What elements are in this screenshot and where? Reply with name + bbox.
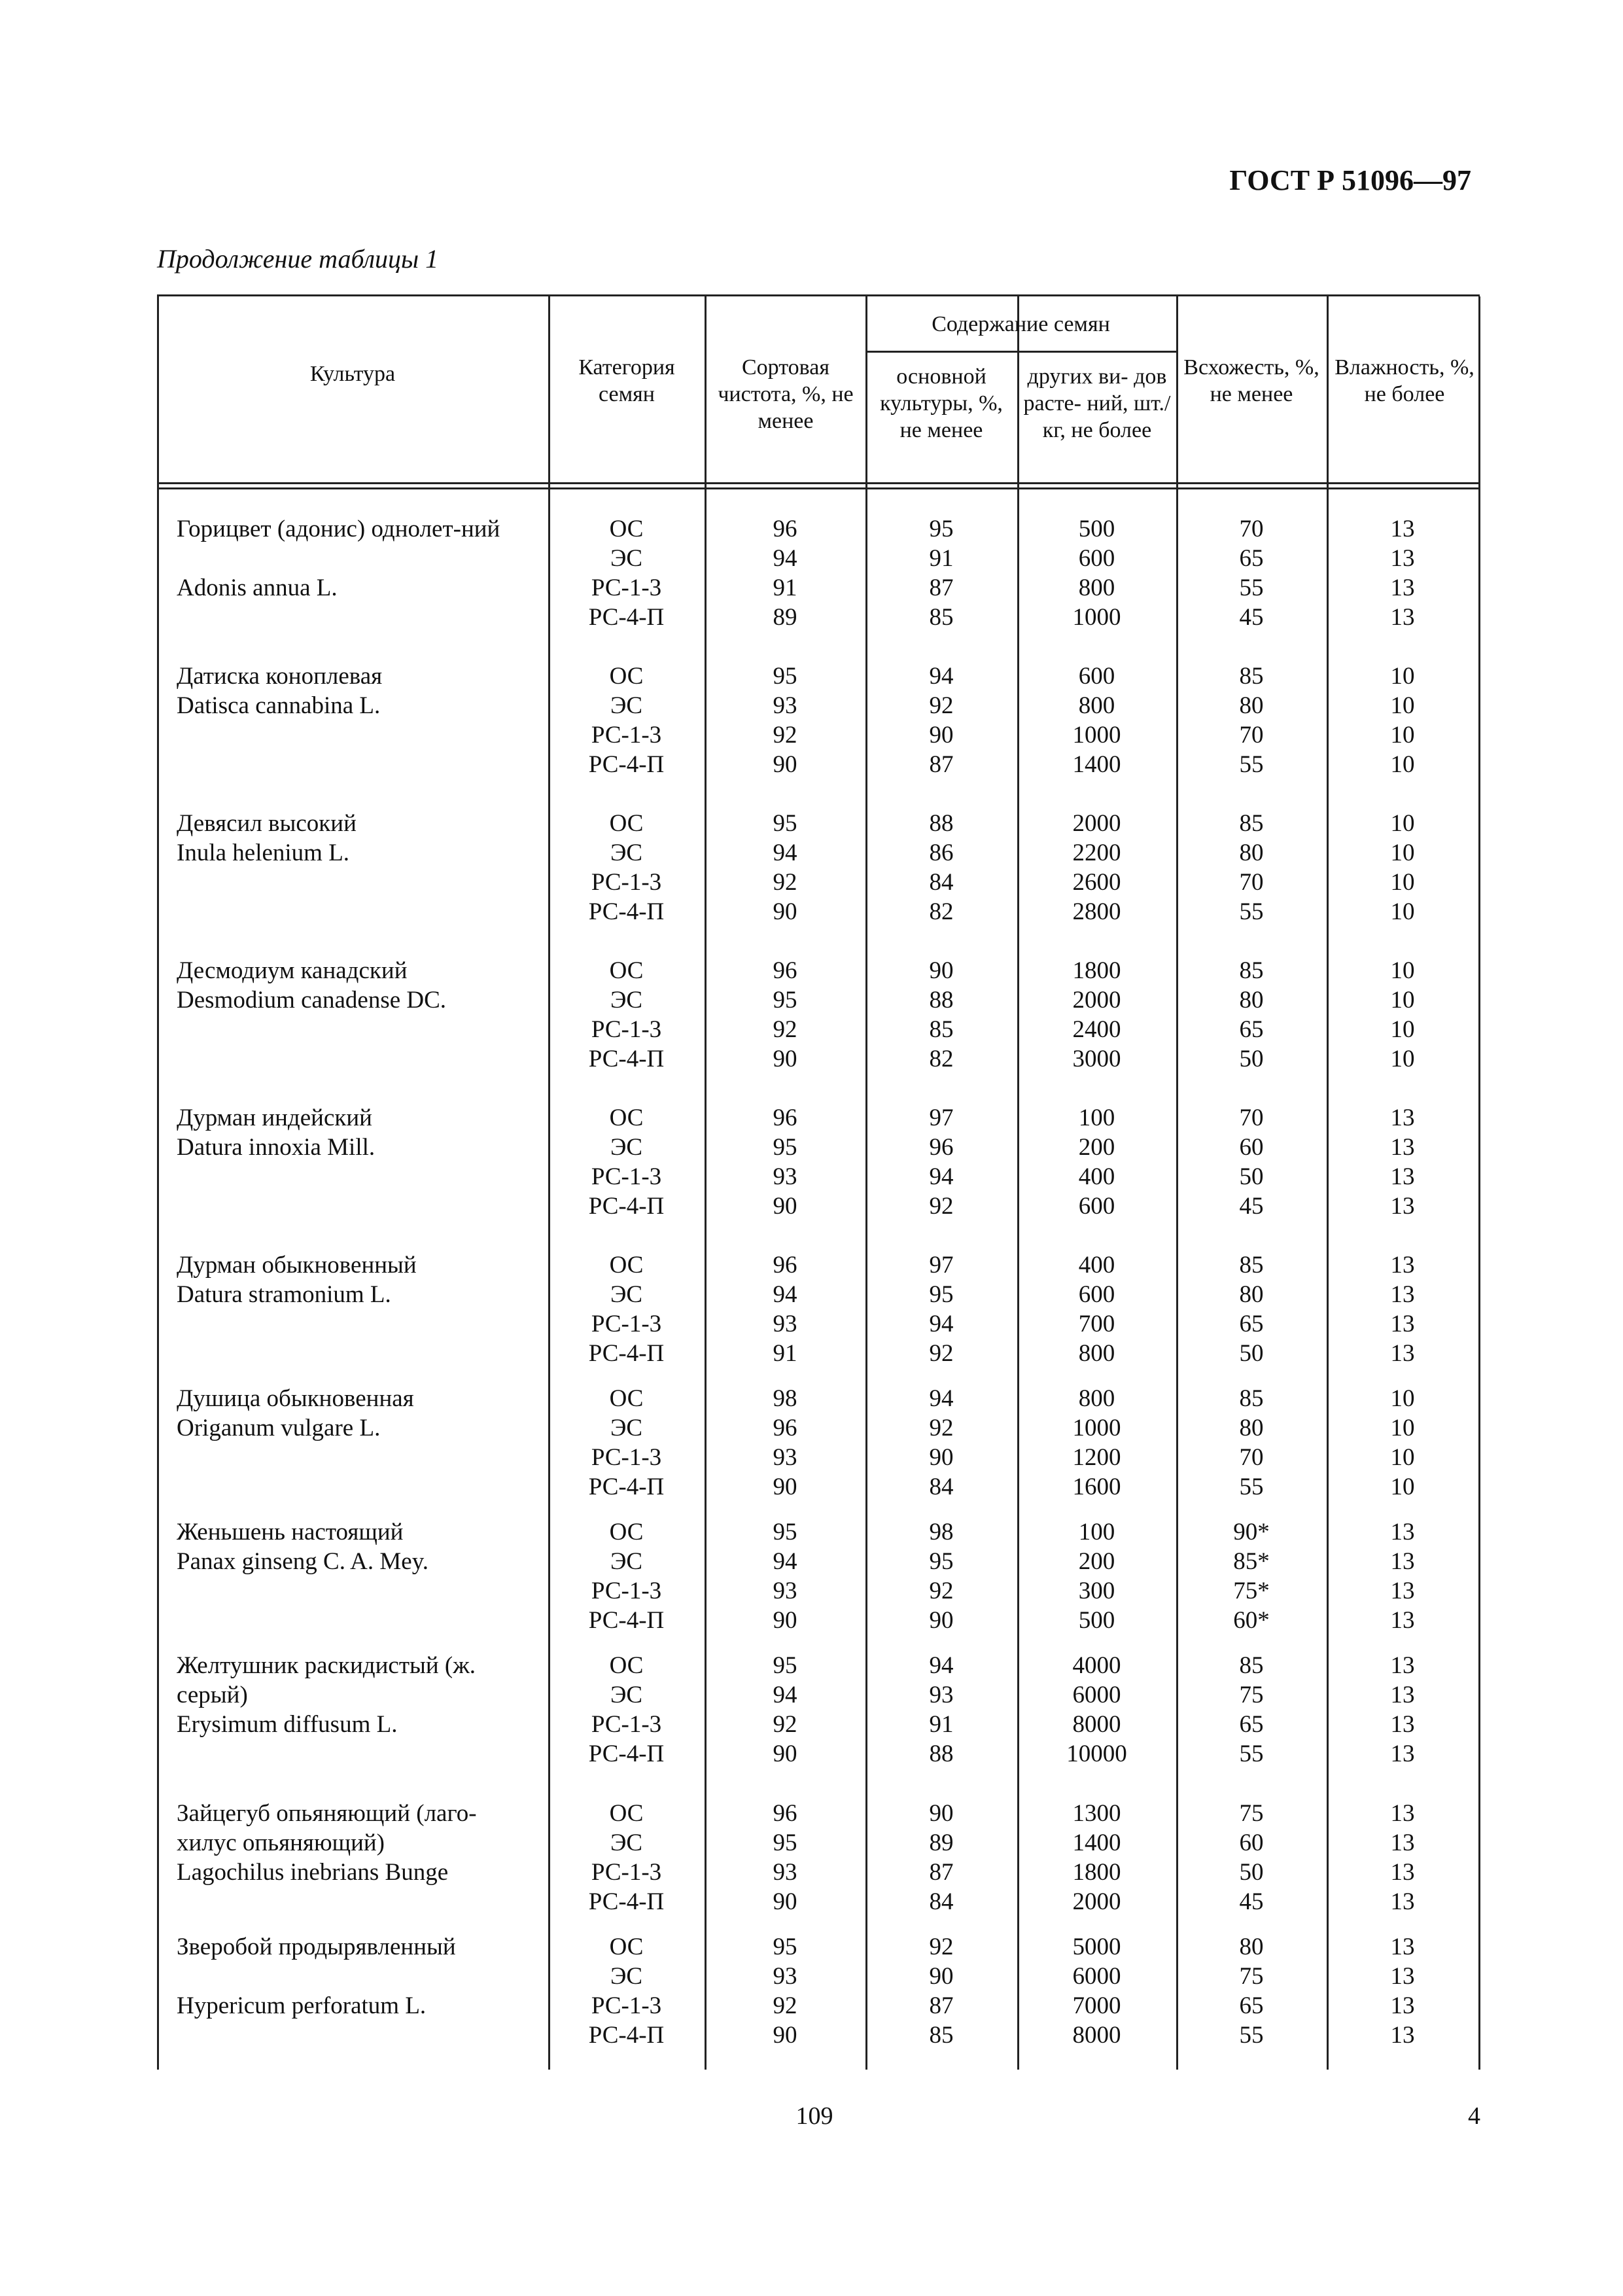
moisture-cell: 13 <box>1390 1829 1415 1856</box>
germination-cell: 85* <box>1233 1548 1270 1575</box>
purity-cell: 90 <box>773 1740 797 1767</box>
moisture-cell: 13 <box>1390 1888 1415 1915</box>
other-species-cell: 2200 <box>1072 839 1121 866</box>
category-cell: РС-4-П <box>588 898 665 925</box>
category-cell: РС-4-П <box>588 1340 665 1367</box>
purity-cell: 91 <box>773 1340 797 1367</box>
category-cell: ЭС <box>610 692 643 719</box>
category-cell: РС-4-П <box>588 1607 665 1634</box>
germination-cell: 65 <box>1239 1016 1264 1043</box>
culture-name: Женьшень настоящий <box>177 1519 404 1545</box>
germination-cell: 80 <box>1239 1934 1264 1960</box>
purity-cell: 96 <box>773 1800 797 1827</box>
other-species-cell: 3000 <box>1072 1046 1121 1072</box>
germination-cell: 55 <box>1239 574 1264 601</box>
category-cell: РС-4-П <box>588 1888 665 1915</box>
other-species-cell: 600 <box>1078 1281 1115 1308</box>
category-cell: РС-4-П <box>588 1046 665 1072</box>
moisture-cell: 13 <box>1390 1311 1415 1337</box>
germination-cell: 55 <box>1239 1474 1264 1500</box>
category-cell: РС-4-П <box>588 751 665 778</box>
main-crop-cell: 90 <box>929 1607 954 1634</box>
purity-cell: 96 <box>773 1415 797 1441</box>
culture-latin-name: Datura stramonium L. <box>177 1281 391 1308</box>
germination-cell: 45 <box>1239 1193 1264 1220</box>
main-crop-cell: 90 <box>929 1444 954 1471</box>
main-crop-cell: 92 <box>929 1934 954 1960</box>
germination-cell: 60 <box>1239 1134 1264 1161</box>
moisture-cell: 10 <box>1390 751 1415 778</box>
culture-latin-name: Adonis annua L. <box>177 574 338 601</box>
purity-cell: 94 <box>773 839 797 866</box>
category-cell: РС-1-3 <box>591 869 662 896</box>
main-crop-cell: 94 <box>929 1163 954 1190</box>
purity-cell: 96 <box>773 1104 797 1131</box>
main-crop-cell: 82 <box>929 898 954 925</box>
main-crop-cell: 92 <box>929 1340 954 1367</box>
category-cell: ЭС <box>610 987 643 1014</box>
moisture-cell: 13 <box>1390 1711 1415 1738</box>
category-cell: РС-1-3 <box>591 1311 662 1337</box>
main-crop-cell: 85 <box>929 604 954 631</box>
germination-cell: 75* <box>1233 1578 1270 1604</box>
germination-cell: 65 <box>1239 1711 1264 1738</box>
main-crop-cell: 92 <box>929 692 954 719</box>
other-species-cell: 8000 <box>1072 2022 1121 2049</box>
category-cell: РС-1-3 <box>591 1859 662 1886</box>
col-header-germination: Всхожесть, %, не менее <box>1183 355 1319 406</box>
main-crop-cell: 88 <box>929 987 954 1014</box>
moisture-cell: 10 <box>1390 1016 1415 1043</box>
moisture-cell: 10 <box>1390 692 1415 719</box>
germination-cell: 50 <box>1239 1859 1264 1886</box>
germination-cell: 70 <box>1239 516 1264 542</box>
main-crop-cell: 88 <box>929 1740 954 1767</box>
moisture-cell: 13 <box>1390 1740 1415 1767</box>
moisture-cell: 10 <box>1390 957 1415 984</box>
purity-cell: 91 <box>773 574 797 601</box>
other-species-cell: 6000 <box>1072 1682 1121 1708</box>
category-cell: ЭС <box>610 1415 643 1441</box>
category-cell: РС-1-3 <box>591 1711 662 1738</box>
culture-name: Дурман индейский <box>177 1104 372 1131</box>
main-crop-cell: 84 <box>929 1888 954 1915</box>
purity-cell: 96 <box>773 957 797 984</box>
other-species-cell: 10000 <box>1066 1740 1127 1767</box>
main-crop-cell: 93 <box>929 1682 954 1708</box>
page-number: 109 <box>795 2102 833 2130</box>
other-species-cell: 6000 <box>1072 1963 1121 1990</box>
purity-cell: 95 <box>773 810 797 837</box>
category-cell: РС-1-3 <box>591 1444 662 1471</box>
purity-cell: 94 <box>773 1281 797 1308</box>
other-species-cell: 800 <box>1078 574 1115 601</box>
moisture-cell: 10 <box>1390 1046 1415 1072</box>
category-cell: РС-1-3 <box>591 1163 662 1190</box>
moisture-cell: 13 <box>1390 1992 1415 2019</box>
main-crop-cell: 84 <box>929 1474 954 1500</box>
main-crop-cell: 90 <box>929 722 954 749</box>
category-cell: ОС <box>609 1652 644 1679</box>
purity-cell: 93 <box>773 1444 797 1471</box>
purity-cell: 93 <box>773 1311 797 1337</box>
other-species-cell: 7000 <box>1072 1992 1121 2019</box>
moisture-cell: 13 <box>1390 1281 1415 1308</box>
culture-name: Десмодиум канадский <box>177 957 408 984</box>
moisture-cell: 10 <box>1390 1415 1415 1441</box>
main-crop-cell: 90 <box>929 1800 954 1827</box>
culture-name: Душица обыкновенная <box>177 1385 414 1412</box>
purity-cell: 92 <box>773 1992 797 2019</box>
main-crop-cell: 94 <box>929 1385 954 1412</box>
moisture-cell: 13 <box>1390 1252 1415 1279</box>
main-crop-cell: 91 <box>929 545 954 572</box>
germination-cell: 55 <box>1239 2022 1264 2049</box>
germination-cell: 50 <box>1239 1046 1264 1072</box>
purity-cell: 95 <box>773 1134 797 1161</box>
category-cell: РС-1-3 <box>591 574 662 601</box>
category-cell: ОС <box>609 1800 644 1827</box>
other-species-cell: 2800 <box>1072 898 1121 925</box>
culture-latin-name: Panax ginseng C. A. Mey. <box>177 1548 429 1575</box>
germination-cell: 80 <box>1239 987 1264 1014</box>
moisture-cell: 13 <box>1390 1548 1415 1575</box>
purity-cell: 92 <box>773 722 797 749</box>
category-cell: ЭС <box>610 1963 643 1990</box>
moisture-cell: 13 <box>1390 1859 1415 1886</box>
purity-cell: 92 <box>773 1711 797 1738</box>
category-cell: ОС <box>609 1385 644 1412</box>
germination-cell: 75 <box>1239 1682 1264 1708</box>
culture-name: Горицвет (адонис) однолет-ний <box>177 516 500 542</box>
category-cell: РС-4-П <box>588 604 665 631</box>
moisture-cell: 13 <box>1390 1340 1415 1367</box>
purity-cell: 93 <box>773 1859 797 1886</box>
main-crop-cell: 92 <box>929 1193 954 1220</box>
col-header-content-group: Содержание семян <box>932 312 1110 336</box>
category-cell: ОС <box>609 1519 644 1545</box>
germination-cell: 85 <box>1239 663 1264 690</box>
other-species-cell: 2000 <box>1072 810 1121 837</box>
other-species-cell: 5000 <box>1072 1934 1121 1960</box>
col-header-other-species: других ви- дов расте- ний, шт./кг, не более <box>1023 364 1171 442</box>
germination-cell: 60 <box>1239 1829 1264 1856</box>
moisture-cell: 13 <box>1390 1193 1415 1220</box>
moisture-cell: 10 <box>1390 987 1415 1014</box>
moisture-cell: 13 <box>1390 545 1415 572</box>
purity-cell: 89 <box>773 604 797 631</box>
moisture-cell: 10 <box>1390 722 1415 749</box>
document-code: ГОСТ Р 51096—97 <box>1229 164 1471 196</box>
other-species-cell: 600 <box>1078 663 1115 690</box>
culture-name: Девясил высокий <box>177 810 357 837</box>
category-cell: РС-4-П <box>588 2022 665 2049</box>
germination-cell: 80 <box>1239 1415 1264 1441</box>
category-cell: ЭС <box>610 1548 643 1575</box>
main-crop-cell: 97 <box>929 1252 954 1279</box>
purity-cell: 96 <box>773 516 797 542</box>
main-crop-cell: 92 <box>929 1578 954 1604</box>
category-cell: РС-1-3 <box>591 722 662 749</box>
germination-cell: 75 <box>1239 1800 1264 1827</box>
other-species-cell: 4000 <box>1072 1652 1121 1679</box>
germination-cell: 85 <box>1239 1652 1264 1679</box>
category-cell: РС-4-П <box>588 1474 665 1500</box>
moisture-cell: 13 <box>1390 574 1415 601</box>
category-cell: ОС <box>609 1104 644 1131</box>
col-header-main-crop: основной культуры, %, не менее <box>880 364 1003 442</box>
other-species-cell: 600 <box>1078 545 1115 572</box>
purity-cell: 94 <box>773 1548 797 1575</box>
category-cell: ОС <box>609 516 644 542</box>
moisture-cell: 13 <box>1390 1800 1415 1827</box>
moisture-cell: 13 <box>1390 604 1415 631</box>
other-species-cell: 2000 <box>1072 987 1121 1014</box>
moisture-cell: 13 <box>1390 1682 1415 1708</box>
germination-cell: 65 <box>1239 545 1264 572</box>
other-species-cell: 400 <box>1078 1163 1115 1190</box>
main-crop-cell: 91 <box>929 1711 954 1738</box>
moisture-cell: 10 <box>1390 663 1415 690</box>
main-crop-cell: 95 <box>929 516 954 542</box>
main-crop-cell: 94 <box>929 663 954 690</box>
moisture-cell: 10 <box>1390 839 1415 866</box>
moisture-cell: 10 <box>1390 869 1415 896</box>
other-species-cell: 8000 <box>1072 1711 1121 1738</box>
culture-latin-name: Hypericum perforatum L. <box>177 1992 427 2019</box>
moisture-cell: 13 <box>1390 1578 1415 1604</box>
main-crop-cell: 96 <box>929 1134 954 1161</box>
germination-cell: 50 <box>1239 1163 1264 1190</box>
purity-cell: 90 <box>773 2022 797 2049</box>
purity-cell: 92 <box>773 1016 797 1043</box>
other-species-cell: 1800 <box>1072 957 1121 984</box>
main-crop-cell: 95 <box>929 1548 954 1575</box>
other-species-cell: 400 <box>1078 1252 1115 1279</box>
other-species-cell: 1000 <box>1072 604 1121 631</box>
category-cell: РС-4-П <box>588 1740 665 1767</box>
other-species-cell: 800 <box>1078 1385 1115 1412</box>
purity-cell: 90 <box>773 1607 797 1634</box>
purity-cell: 90 <box>773 1193 797 1220</box>
purity-cell: 93 <box>773 692 797 719</box>
category-cell: РС-1-3 <box>591 1992 662 2019</box>
germination-cell: 85 <box>1239 1385 1264 1412</box>
other-species-cell: 200 <box>1078 1134 1115 1161</box>
moisture-cell: 10 <box>1390 1474 1415 1500</box>
other-species-cell: 500 <box>1078 516 1115 542</box>
germination-cell: 80 <box>1239 692 1264 719</box>
germination-cell: 45 <box>1239 1888 1264 1915</box>
main-crop-cell: 84 <box>929 869 954 896</box>
other-species-cell: 200 <box>1078 1548 1115 1575</box>
culture-latin-name: Inula helenium L. <box>177 839 350 866</box>
purity-cell: 90 <box>773 1888 797 1915</box>
main-crop-cell: 95 <box>929 1281 954 1308</box>
category-cell: ЭС <box>610 1829 643 1856</box>
culture-latin-name: Datisca cannabina L. <box>177 692 381 719</box>
purity-cell: 98 <box>773 1385 797 1412</box>
moisture-cell: 13 <box>1390 516 1415 542</box>
purity-cell: 92 <box>773 869 797 896</box>
main-crop-cell: 97 <box>929 1104 954 1131</box>
germination-cell: 75 <box>1239 1963 1264 1990</box>
germination-cell: 85 <box>1239 810 1264 837</box>
category-cell: ЭС <box>610 1682 643 1708</box>
purity-cell: 95 <box>773 1519 797 1545</box>
germination-cell: 65 <box>1239 1311 1264 1337</box>
other-species-cell: 1400 <box>1072 1829 1121 1856</box>
moisture-cell: 10 <box>1390 1385 1415 1412</box>
moisture-cell: 13 <box>1390 1652 1415 1679</box>
germination-cell: 70 <box>1239 1104 1264 1131</box>
purity-cell: 96 <box>773 1252 797 1279</box>
other-species-cell: 1000 <box>1072 722 1121 749</box>
germination-cell: 50 <box>1239 1340 1264 1367</box>
purity-cell: 95 <box>773 1934 797 1960</box>
other-species-cell: 1400 <box>1072 751 1121 778</box>
other-species-cell: 100 <box>1078 1519 1115 1545</box>
purity-cell: 94 <box>773 545 797 572</box>
col-header-purity: Сортовая чистота, %, не менее <box>718 355 854 433</box>
seed-quality-table <box>157 294 1480 2070</box>
moisture-cell: 13 <box>1390 1163 1415 1190</box>
category-cell: ЭС <box>610 545 643 572</box>
germination-cell: 80 <box>1239 839 1264 866</box>
culture-name: Дурман обыкновенный <box>177 1252 417 1279</box>
main-crop-cell: 94 <box>929 1652 954 1679</box>
purity-cell: 90 <box>773 751 797 778</box>
category-cell: ОС <box>609 663 644 690</box>
purity-cell: 95 <box>773 1829 797 1856</box>
culture-name: Желтушник раскидистый (ж. серый) <box>177 1652 476 1708</box>
main-crop-cell: 87 <box>929 1992 954 2019</box>
other-species-cell: 100 <box>1078 1104 1115 1131</box>
germination-cell: 70 <box>1239 1444 1264 1471</box>
category-cell: ОС <box>609 1252 644 1279</box>
category-cell: ЭС <box>610 1281 643 1308</box>
purity-cell: 90 <box>773 1046 797 1072</box>
culture-latin-name: Desmodium canadense DC. <box>177 987 447 1014</box>
main-crop-cell: 85 <box>929 2022 954 2049</box>
moisture-cell: 13 <box>1390 1134 1415 1161</box>
category-cell: ОС <box>609 957 644 984</box>
purity-cell: 93 <box>773 1163 797 1190</box>
category-cell: ОС <box>609 1934 644 1960</box>
table-continuation-caption: Продолжение таблицы 1 <box>157 244 439 274</box>
main-crop-cell: 85 <box>929 1016 954 1043</box>
moisture-cell: 13 <box>1390 1934 1415 1960</box>
other-species-cell: 800 <box>1078 1340 1115 1367</box>
moisture-cell: 13 <box>1390 1963 1415 1990</box>
col-header-moisture: Влажность, %, не более <box>1335 355 1475 406</box>
col-header-culture: Культура <box>309 362 396 386</box>
culture-name: Зайцегуб опьяняющий (лаго-хилус опьяняющий) <box>177 1800 477 1856</box>
main-crop-cell: 87 <box>929 1859 954 1886</box>
other-species-cell: 1300 <box>1072 1800 1121 1827</box>
main-crop-cell: 94 <box>929 1311 954 1337</box>
category-cell: РС-4-П <box>588 1193 665 1220</box>
purity-cell: 95 <box>773 663 797 690</box>
main-crop-cell: 92 <box>929 1415 954 1441</box>
moisture-cell: 13 <box>1390 1104 1415 1131</box>
purity-cell: 95 <box>773 987 797 1014</box>
moisture-cell: 10 <box>1390 810 1415 837</box>
other-species-cell: 2400 <box>1072 1016 1121 1043</box>
other-species-cell: 1000 <box>1072 1415 1121 1441</box>
other-species-cell: 1200 <box>1072 1444 1121 1471</box>
moisture-cell: 13 <box>1390 1519 1415 1545</box>
germination-cell: 65 <box>1239 1992 1264 2019</box>
other-species-cell: 2600 <box>1072 869 1121 896</box>
main-crop-cell: 87 <box>929 751 954 778</box>
germination-cell: 60* <box>1233 1607 1270 1634</box>
germination-cell: 55 <box>1239 751 1264 778</box>
main-crop-cell: 89 <box>929 1829 954 1856</box>
moisture-cell: 13 <box>1390 1607 1415 1634</box>
germination-cell: 45 <box>1239 604 1264 631</box>
moisture-cell: 10 <box>1390 898 1415 925</box>
category-cell: ОС <box>609 810 644 837</box>
category-cell: ЭС <box>610 839 643 866</box>
culture-latin-name: Datura innoxia Mill. <box>177 1134 375 1161</box>
other-species-cell: 2000 <box>1072 1888 1121 1915</box>
germination-cell: 70 <box>1239 869 1264 896</box>
category-cell: РС-1-3 <box>591 1578 662 1604</box>
other-species-cell: 800 <box>1078 692 1115 719</box>
germination-cell: 90* <box>1233 1519 1270 1545</box>
category-cell: ЭС <box>610 1134 643 1161</box>
sheet-number: 4 <box>1468 2102 1480 2130</box>
germination-cell: 55 <box>1239 898 1264 925</box>
other-species-cell: 1800 <box>1072 1859 1121 1886</box>
purity-cell: 94 <box>773 1682 797 1708</box>
culture-name: Датиска коноплевая <box>177 663 383 690</box>
culture-name: Зверобой продырявленный <box>177 1934 456 1960</box>
culture-latin-name: Erysimum diffusum L. <box>177 1711 398 1738</box>
purity-cell: 90 <box>773 898 797 925</box>
main-crop-cell: 90 <box>929 1963 954 1990</box>
germination-cell: 55 <box>1239 1740 1264 1767</box>
other-species-cell: 700 <box>1078 1311 1115 1337</box>
purity-cell: 90 <box>773 1474 797 1500</box>
culture-latin-name: Origanum vulgare L. <box>177 1415 381 1441</box>
other-species-cell: 1600 <box>1072 1474 1121 1500</box>
category-cell: РС-1-3 <box>591 1016 662 1043</box>
germination-cell: 80 <box>1239 1281 1264 1308</box>
main-crop-cell: 90 <box>929 957 954 984</box>
culture-latin-name: Lagochilus inebrians Bunge <box>177 1859 449 1886</box>
col-header-category: Категория семян <box>578 355 675 406</box>
purity-cell: 93 <box>773 1963 797 1990</box>
other-species-cell: 500 <box>1078 1607 1115 1634</box>
moisture-cell: 13 <box>1390 2022 1415 2049</box>
germination-cell: 85 <box>1239 1252 1264 1279</box>
main-crop-cell: 87 <box>929 574 954 601</box>
purity-cell: 93 <box>773 1578 797 1604</box>
germination-cell: 70 <box>1239 722 1264 749</box>
other-species-cell: 300 <box>1078 1578 1115 1604</box>
main-crop-cell: 82 <box>929 1046 954 1072</box>
main-crop-cell: 88 <box>929 810 954 837</box>
purity-cell: 95 <box>773 1652 797 1679</box>
germination-cell: 85 <box>1239 957 1264 984</box>
other-species-cell: 600 <box>1078 1193 1115 1220</box>
moisture-cell: 10 <box>1390 1444 1415 1471</box>
main-crop-cell: 98 <box>929 1519 954 1545</box>
main-crop-cell: 86 <box>929 839 954 866</box>
